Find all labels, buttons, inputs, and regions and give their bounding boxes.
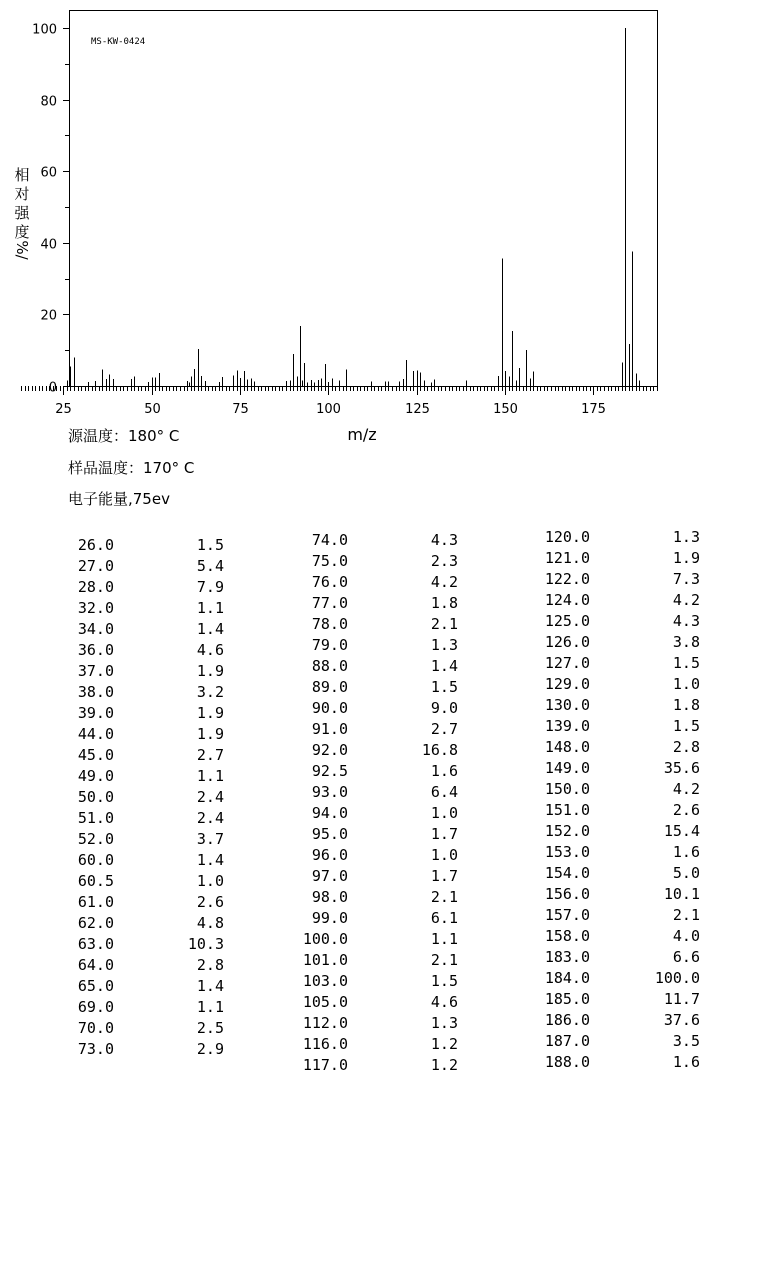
peak-intensity: 1.9 (196, 662, 224, 680)
peak-row (60, 871, 230, 892)
peak-mz: 65.0 (77, 977, 114, 995)
peak-intensity: 3.8 (672, 633, 700, 651)
peak-mz: 130.0 (544, 696, 590, 714)
peak-mz: 36.0 (77, 641, 114, 659)
peak-mz: 61.0 (77, 893, 114, 911)
peak-row (280, 845, 460, 866)
peak-mz: 120.0 (544, 528, 590, 546)
peak-mz: 122.0 (544, 570, 590, 588)
peak-intensity: 1.8 (430, 594, 458, 612)
peak-intensity: 2.1 (430, 888, 458, 906)
peak-mz: 91.0 (311, 720, 348, 738)
peak-row (60, 997, 230, 1018)
y-tick-label: 20 (40, 308, 57, 324)
peak-mz: 37.0 (77, 662, 114, 680)
peak-intensity: 4.2 (430, 573, 458, 591)
peak-row (520, 548, 705, 569)
peak-intensity: 2.7 (196, 746, 224, 764)
peak-row (280, 992, 460, 1013)
x-tick-label: 125 (405, 402, 430, 417)
peak-mz: 32.0 (77, 599, 114, 617)
peak-intensity: 1.1 (430, 930, 458, 948)
peak-intensity: 2.5 (196, 1019, 224, 1037)
peak-mz: 75.0 (311, 552, 348, 570)
peak-intensity: 2.4 (196, 809, 224, 827)
peak-row (280, 677, 460, 698)
peak-mz: 148.0 (544, 738, 590, 756)
peak-row (520, 968, 705, 989)
peak-row (60, 640, 230, 661)
peak-intensity: 1.0 (196, 872, 224, 890)
peak-mz: 188.0 (544, 1053, 590, 1067)
peak-row (60, 703, 230, 724)
peak-mz: 77.0 (311, 594, 348, 612)
peak-row (520, 590, 705, 611)
spectrum-peaks (68, 28, 640, 386)
peak-row (520, 758, 705, 779)
peak-intensity: 1.2 (430, 1056, 458, 1074)
peak-intensity: 10.1 (663, 885, 700, 903)
y-label-char: 度 (14, 223, 30, 241)
peak-intensity: 4.6 (196, 641, 224, 659)
peak-mz: 125.0 (544, 612, 590, 630)
peak-intensity: 4.3 (672, 612, 700, 630)
x-tick-label: 50 (144, 402, 161, 417)
peak-intensity: 2.8 (196, 956, 224, 974)
peak-row (60, 808, 230, 829)
peak-intensity: 4.2 (672, 780, 700, 798)
peak-mz: 79.0 (311, 636, 348, 654)
peak-row (520, 674, 705, 695)
peak-mz: 92.0 (311, 741, 348, 759)
peak-row (60, 934, 230, 955)
peak-mz: 121.0 (544, 549, 590, 567)
peak-intensity: 2.8 (672, 738, 700, 756)
peak-mz: 73.0 (77, 1040, 114, 1058)
peak-row (60, 766, 230, 787)
peak-intensity: 1.4 (196, 977, 224, 995)
peak-mz: 76.0 (311, 573, 348, 591)
peak-mz: 63.0 (77, 935, 114, 953)
peak-mz: 152.0 (544, 822, 590, 840)
peak-mz: 97.0 (311, 867, 348, 885)
peak-row (520, 653, 705, 674)
peak-intensity: 4.8 (196, 914, 224, 932)
x-tick-label: 100 (316, 402, 341, 417)
peak-row (60, 682, 230, 703)
peak-row (520, 863, 705, 884)
y-tick-label: 80 (40, 94, 57, 110)
y-tick-label: 0 (48, 380, 57, 396)
peak-mz: 139.0 (544, 717, 590, 735)
peak-row (280, 656, 460, 677)
peak-row (520, 695, 705, 716)
peak-intensity: 1.6 (672, 843, 700, 861)
peak-row (60, 598, 230, 619)
y-axis-label (13, 166, 31, 261)
peak-row (280, 971, 460, 992)
plot-frame (70, 11, 658, 387)
peak-intensity: 4.3 (430, 531, 458, 549)
peak-row (520, 716, 705, 737)
peak-mz: 183.0 (544, 948, 590, 966)
peak-row (520, 1010, 705, 1031)
peak-intensity: 1.2 (430, 1035, 458, 1053)
peak-row (520, 884, 705, 905)
peak-row (280, 698, 460, 719)
peak-mz: 151.0 (544, 801, 590, 819)
peak-mz: 124.0 (544, 591, 590, 609)
peak-intensity: 1.5 (430, 972, 458, 990)
peak-row (280, 1013, 460, 1034)
peak-row (60, 556, 230, 577)
peak-mz: 150.0 (544, 780, 590, 798)
peak-mz: 93.0 (311, 783, 348, 801)
peak-mz: 27.0 (77, 557, 114, 575)
y-label-char: %/ (13, 240, 31, 260)
peak-row (280, 1055, 460, 1076)
peak-intensity: 1.5 (672, 717, 700, 735)
peak-row (280, 908, 460, 929)
peak-row (520, 905, 705, 926)
peak-row (280, 782, 460, 803)
peak-row (280, 614, 460, 635)
peak-intensity: 1.8 (672, 696, 700, 714)
peak-intensity: 1.9 (196, 704, 224, 722)
peak-intensity: 2.7 (430, 720, 458, 738)
peak-mz: 38.0 (77, 683, 114, 701)
peak-mz: 78.0 (311, 615, 348, 633)
peak-mz: 158.0 (544, 927, 590, 945)
peak-intensity: 16.8 (421, 741, 458, 759)
peak-table-column-2 (280, 530, 460, 1076)
peak-intensity: 1.5 (196, 536, 224, 554)
sample-temperature: 样品温度：170° C (68, 459, 195, 477)
x-tick-label: 75 (232, 402, 249, 417)
peak-row (520, 989, 705, 1010)
peak-intensity: 2.9 (196, 1040, 224, 1058)
peak-row (60, 955, 230, 976)
peak-intensity: 1.7 (430, 825, 458, 843)
peak-intensity: 1.4 (430, 657, 458, 675)
peak-intensity: 6.6 (672, 948, 700, 966)
peak-intensity: 15.4 (663, 822, 700, 840)
x-tick-label: 150 (493, 402, 518, 417)
peak-intensity: 2.4 (196, 788, 224, 806)
peak-intensity: 4.6 (430, 993, 458, 1011)
peak-intensity: 6.4 (430, 783, 458, 801)
peak-row (280, 1034, 460, 1055)
peak-mz: 96.0 (311, 846, 348, 864)
peak-mz: 60.5 (77, 872, 114, 890)
peak-intensity: 7.3 (672, 570, 700, 588)
peak-intensity: 100.0 (654, 969, 700, 987)
peak-intensity: 1.6 (430, 762, 458, 780)
peak-intensity: 1.5 (672, 654, 700, 672)
peak-row (520, 947, 705, 968)
peak-mz: 186.0 (544, 1011, 590, 1029)
peak-mz: 89.0 (311, 678, 348, 696)
peak-intensity: 1.9 (672, 549, 700, 567)
peak-row (60, 787, 230, 808)
peak-intensity: 1.3 (672, 528, 700, 546)
peak-intensity: 2.1 (430, 951, 458, 969)
peak-intensity: 1.3 (430, 636, 458, 654)
peak-mz: 88.0 (311, 657, 348, 675)
peak-intensity: 9.0 (430, 699, 458, 717)
peak-row (60, 724, 230, 745)
peak-mz: 94.0 (311, 804, 348, 822)
peak-mz: 100.0 (302, 930, 348, 948)
peak-mz: 95.0 (311, 825, 348, 843)
peak-row (280, 887, 460, 908)
peak-mz: 74.0 (311, 531, 348, 549)
peak-row (520, 632, 705, 653)
peak-table-column-3 (520, 527, 705, 1067)
peak-intensity: 2.6 (196, 893, 224, 911)
peak-mz: 44.0 (77, 725, 114, 743)
peak-mz: 117.0 (302, 1056, 348, 1074)
peak-mz: 64.0 (77, 956, 114, 974)
peak-row (520, 569, 705, 590)
peak-row (520, 611, 705, 632)
peak-intensity: 1.4 (196, 620, 224, 638)
peak-mz: 156.0 (544, 885, 590, 903)
x-minor-ticks (22, 386, 658, 391)
y-tick-label: 40 (40, 237, 57, 253)
peak-mz: 92.5 (311, 762, 348, 780)
peak-intensity: 1.1 (196, 998, 224, 1016)
peak-row (520, 527, 705, 548)
peak-mz: 101.0 (302, 951, 348, 969)
peak-mz: 70.0 (77, 1019, 114, 1037)
peak-row (60, 535, 230, 556)
peak-mz: 154.0 (544, 864, 590, 882)
peak-row (520, 821, 705, 842)
peak-row (280, 950, 460, 971)
peak-intensity: 2.1 (430, 615, 458, 633)
peak-mz: 60.0 (77, 851, 114, 869)
peak-intensity: 2.3 (430, 552, 458, 570)
x-tick-label: 25 (55, 402, 72, 417)
peak-row (60, 1018, 230, 1039)
peak-row (60, 745, 230, 766)
peak-intensity: 1.0 (430, 846, 458, 864)
peak-row (520, 779, 705, 800)
peak-row (60, 850, 230, 871)
peak-row (280, 593, 460, 614)
peak-mz: 98.0 (311, 888, 348, 906)
peak-intensity: 1.9 (196, 725, 224, 743)
peak-row (520, 800, 705, 821)
peak-mz: 127.0 (544, 654, 590, 672)
peak-mz: 26.0 (77, 536, 114, 554)
peak-intensity: 3.7 (196, 830, 224, 848)
peak-intensity: 2.6 (672, 801, 700, 819)
peak-mz: 116.0 (302, 1035, 348, 1053)
peak-mz: 49.0 (77, 767, 114, 785)
peak-intensity: 1.0 (430, 804, 458, 822)
peak-mz: 51.0 (77, 809, 114, 827)
peak-table-column-1 (60, 535, 230, 1060)
mass-spectrum-chart (0, 0, 765, 455)
peak-mz: 105.0 (302, 993, 348, 1011)
peak-row (60, 976, 230, 997)
peak-row (60, 892, 230, 913)
peak-intensity: 6.1 (430, 909, 458, 927)
electron-energy: 电子能量,75ev (68, 490, 170, 508)
peak-row (520, 1031, 705, 1052)
y-label-char: 强 (14, 204, 30, 222)
peak-mz: 184.0 (544, 969, 590, 987)
peak-mz: 126.0 (544, 633, 590, 651)
peak-row (280, 824, 460, 845)
peak-mz: 52.0 (77, 830, 114, 848)
peak-mz: 157.0 (544, 906, 590, 924)
peak-intensity: 1.5 (430, 678, 458, 696)
peak-row (60, 1039, 230, 1060)
peak-row (280, 719, 460, 740)
peak-row (60, 577, 230, 598)
peak-mz: 28.0 (77, 578, 114, 596)
y-tick-label: 60 (40, 165, 57, 181)
peak-intensity: 35.6 (663, 759, 700, 777)
peak-mz: 187.0 (544, 1032, 590, 1050)
peak-row (520, 737, 705, 758)
peak-intensity: 11.7 (663, 990, 700, 1008)
peak-intensity: 3.5 (672, 1032, 700, 1050)
peak-mz: 185.0 (544, 990, 590, 1008)
peak-intensity: 7.9 (196, 578, 224, 596)
peak-intensity: 10.3 (187, 935, 224, 953)
peak-mz: 129.0 (544, 675, 590, 693)
peak-intensity: 1.3 (430, 1014, 458, 1032)
peak-intensity: 1.7 (430, 867, 458, 885)
peak-intensity: 4.0 (672, 927, 700, 945)
x-tick-label: 175 (581, 402, 606, 417)
peak-mz: 69.0 (77, 998, 114, 1016)
peak-intensity: 4.2 (672, 591, 700, 609)
peak-intensity: 3.2 (196, 683, 224, 701)
y-label-char: 对 (14, 185, 30, 203)
peak-row (520, 926, 705, 947)
peak-row (280, 761, 460, 782)
peak-intensity: 1.4 (196, 851, 224, 869)
y-tick-label: 100 (32, 22, 57, 38)
peak-row (60, 661, 230, 682)
peak-mz: 99.0 (311, 909, 348, 927)
source-temperature: 源温度：180° C (68, 427, 180, 445)
peak-mz: 34.0 (77, 620, 114, 638)
peak-row (280, 551, 460, 572)
peak-row (280, 803, 460, 824)
peak-row (520, 842, 705, 863)
peak-intensity: 5.4 (196, 557, 224, 575)
peak-mz: 39.0 (77, 704, 114, 722)
peak-mz: 153.0 (544, 843, 590, 861)
peak-row (60, 619, 230, 640)
peak-row (520, 1052, 705, 1067)
peak-mz: 149.0 (544, 759, 590, 777)
peak-intensity: 37.6 (663, 1011, 700, 1029)
peak-mz: 50.0 (77, 788, 114, 806)
peak-mz: 45.0 (77, 746, 114, 764)
peak-intensity: 1.6 (672, 1053, 700, 1067)
peak-row (60, 913, 230, 934)
y-axis-ticks (32, 23, 69, 396)
peak-mz: 112.0 (302, 1014, 348, 1032)
peak-intensity: 1.1 (196, 599, 224, 617)
peak-intensity: 2.1 (672, 906, 700, 924)
peak-mz: 90.0 (311, 699, 348, 717)
peak-mz: 62.0 (77, 914, 114, 932)
x-axis-label: m/z (347, 425, 377, 444)
peak-intensity: 5.0 (672, 864, 700, 882)
peak-intensity: 1.0 (672, 675, 700, 693)
peak-row (280, 572, 460, 593)
sample-id: MS-KW-0424 (91, 37, 146, 47)
peak-mz: 103.0 (302, 972, 348, 990)
peak-row (280, 929, 460, 950)
peak-intensity: 1.1 (196, 767, 224, 785)
peak-row (60, 829, 230, 850)
peak-row (280, 866, 460, 887)
peak-row (280, 740, 460, 761)
y-label-char: 相 (14, 166, 30, 184)
peak-row (280, 530, 460, 551)
peak-row (280, 635, 460, 656)
